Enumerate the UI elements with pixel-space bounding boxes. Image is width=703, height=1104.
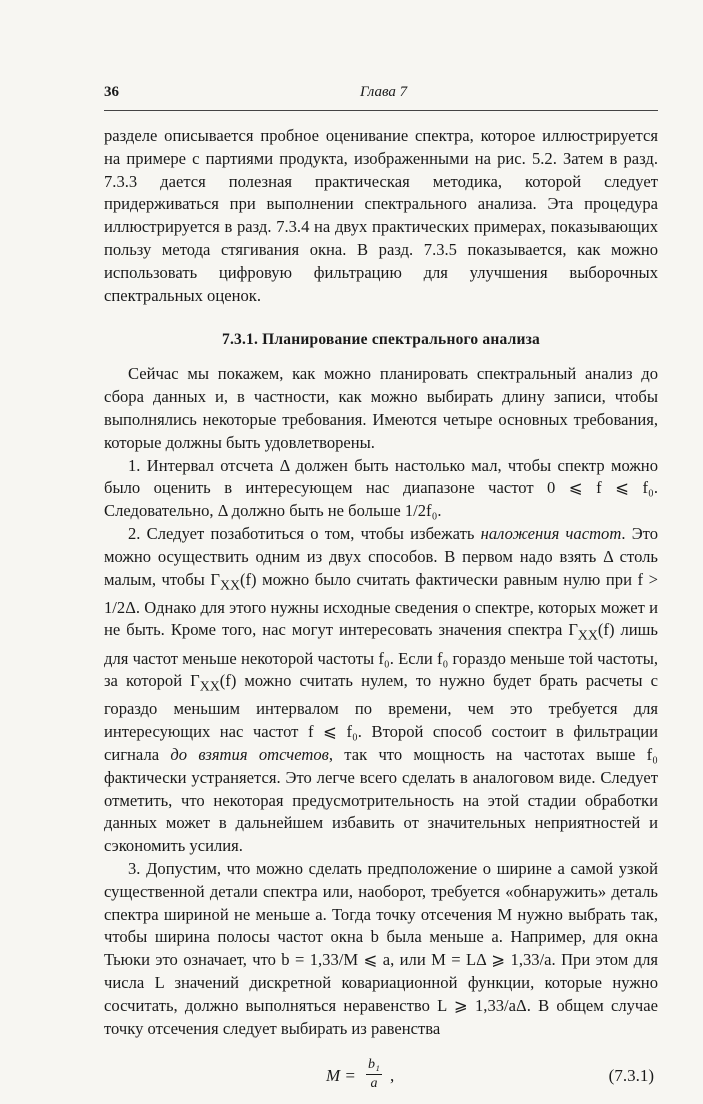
text-segment: . Это можно осуществить одним из двух способов. В первом надо взять Δ столь малым, чтобы Γ [104,523,658,589]
equation-fraction [366,1056,382,1093]
text-segment: (f) можно было считать фактически равным нулю при f > 1/2Δ. Однако для этого нужны исходные сведения о спектре, которых может и не быть. Кроме того, нас могут интересовать значения спектра Γ [104,569,658,640]
equation-lhs: M = [326,1066,356,1086]
equation-7-3-1 [104,1056,658,1104]
equation-numerator: b₁ [366,1056,382,1075]
page-header [104,84,658,108]
text-segment: (f) можно считать нулем, то нужно будет брать расчеты с гораздо меньшим интервалом по времени, чем это требуется для интересующих нас частот f ⩽ f₀. Второй способ состоит в фильтрации сигнала [104,671,658,765]
intro-paragraph: разделе описывается пробное оценивание спектра, которое иллюстрируется на примере с партиями продукта, изображенными на рис. 5.2. Затем в разд. 7.3.3 дается полезная практическая методика, которой следует придерживаться при выполнении спектрального анализа. Эта процедура иллюстрируется в разд. 7.3.4 на двух практических примерах, показывающих пользу метода стягивания окна. В разд. 7.3.5 показывается, как можно использовать цифровую фильтрацию для улучшения выборочных спектральных оценок. [104,126,658,305]
page-number: 36 [104,84,119,100]
text-segment: , так что мощность на частотах выше f₀ фактически устраняется. Это легче всего сделать в аналоговом виде. Следует отметить, что некоторая предусмотрительность на этой стадии обработки данных может в дальнейшем избавить от значительных неприятностей и сэкономить усилия. [104,745,658,856]
paragraph-requirement-2 [104,523,658,858]
subscript: XX [199,678,220,694]
italic-term-aliasing: наложения частот [480,523,622,543]
text-segment: 2. Следует позаботиться о том, чтобы избежать [128,523,481,543]
paragraph-1: Сейчас мы покажем, как можно планировать спектральный анализ до сбора данных и, в частности, как можно выбирать длину записи, чтобы выполнялись некоторые требования. Имеются четыре основных требования, которые должны быть удовлетворены. [104,364,658,452]
paragraph-requirement-1: 1. Интервал отсчета Δ должен быть настолько мал, чтобы спектр можно было оценить в интересующем нас диапазоне частот 0 ⩽ f ⩽ f₀. Следовательно, Δ должно быть не больше 1/2f₀. [104,455,658,521]
paragraph-requirement-3: 3. Допустим, что можно сделать предположение о ширине a самой узкой существенной детали спектра или, наоборот, требуется «обнаружить» деталь спектра шириной не меньше a. Тогда точку отсечения M нужно выбрать так, чтобы ширина полосы частот окна b была меньше a. Например, для окна Тьюки это означает, что b = 1,33/M ⩽ a, или M = LΔ ⩾ 1,33/a. При этом для числа L значений дискретной ковариационной функции, которые нужно сосчитать, должно выполняться неравенство L ⩾ 1,33/aΔ. В общем случае точку отсечения следует выбирать из равенства [104,859,658,1038]
equation-denominator: a [370,1076,378,1092]
subscript: XX [219,576,240,592]
text-segment: (f) лишь для частот меньше некоторой частоты f₀. Если f₀ гораздо меньше той частоты, за которой Γ [104,620,658,691]
equation-number: (7.3.1) [608,1066,654,1086]
header-rule [104,110,658,111]
equation-comma: , [390,1066,395,1086]
book-page [104,84,658,1104]
italic-term-before-sampling: до взятия отсчетов [170,745,329,765]
section-title: 7.3.1. Планирование спектрального анализа [222,331,540,349]
subscript: XX [577,627,598,643]
running-head: Глава 7 [360,84,408,100]
